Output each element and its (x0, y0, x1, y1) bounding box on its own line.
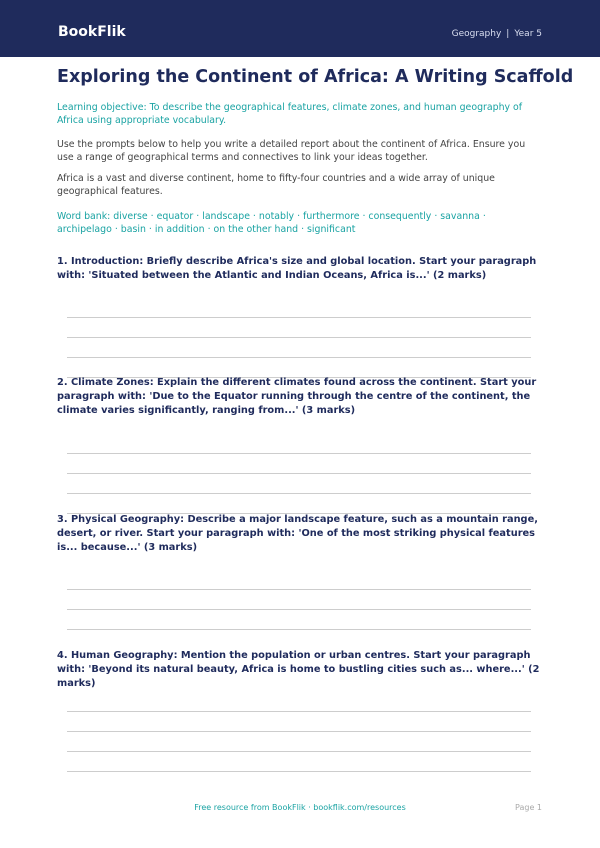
question-1-prompt: 1. Introduction: Briefly describe Africa's size and global location. Start your paragraph with: 'Situated between the Atlantic and Indian Oceans, Africa is...' (2 marks) (57, 256, 537, 281)
answer-line[interactable] (67, 357, 531, 358)
page-title: Exploring the Continent of Africa: A Writing Scaffold (57, 67, 574, 87)
brand-logo: BookFlik (58, 24, 126, 40)
answer-line[interactable] (67, 771, 531, 772)
footer-text: Free resource from BookFlik · bookflik.com/resources (194, 803, 406, 812)
meta-separator: | (506, 29, 510, 39)
answer-line[interactable] (67, 493, 531, 494)
header-bar (0, 0, 600, 57)
learning-objective: Learning objective: To describe the geographical features, climate zones, and human geography of Africa using appropriate vocabulary. (57, 102, 523, 126)
context-text: Africa is a vast and diverse continent, home to fifty-four countries and a wide array of unique geographical features. (57, 173, 495, 197)
word-bank: Word bank: diverse · equator · landscape · notably · furthermore · consequently · savanna · archipelago · basin · in addition · on the other hand · significant (57, 211, 486, 235)
answer-line[interactable] (67, 453, 531, 454)
answer-line[interactable] (67, 731, 531, 732)
subject-year (452, 28, 542, 40)
answer-line[interactable] (67, 589, 531, 590)
instructions-text: Use the prompts below to help you write a detailed report about the continent of Africa. Ensure you use a range of geographical terms and connectives to link your ideas together. (57, 139, 526, 163)
question-3-prompt: 3. Physical Geography: Describe a major landscape feature, such as a mountain range, desert, or river. Start your paragraph with: 'One of the most striking physical features is... because...' (3 marks) (57, 514, 538, 553)
answer-line[interactable] (67, 609, 531, 610)
answer-line[interactable] (67, 629, 531, 630)
answer-line[interactable] (67, 751, 531, 752)
subject-label: Geography (451, 29, 502, 39)
answer-line[interactable] (67, 473, 531, 474)
page-number: Page 1 (515, 803, 542, 812)
question-2-prompt: 2. Climate Zones: Explain the different climates found across the continent. Start your paragraph with: 'Due to the Equator running through the centre of the continent, the climate varies significantly, ranging from...' (3 marks) (57, 377, 537, 416)
answer-line[interactable] (67, 337, 531, 338)
year-label: Year 5 (514, 29, 542, 39)
answer-line[interactable] (67, 317, 531, 318)
answer-line[interactable] (67, 711, 531, 712)
question-4-prompt: 4. Human Geography: Mention the population or urban centres. Start your paragraph with: 'Beyond its natural beauty, Africa is home to bustling cities such as... where...' (2 marks) (57, 650, 540, 689)
